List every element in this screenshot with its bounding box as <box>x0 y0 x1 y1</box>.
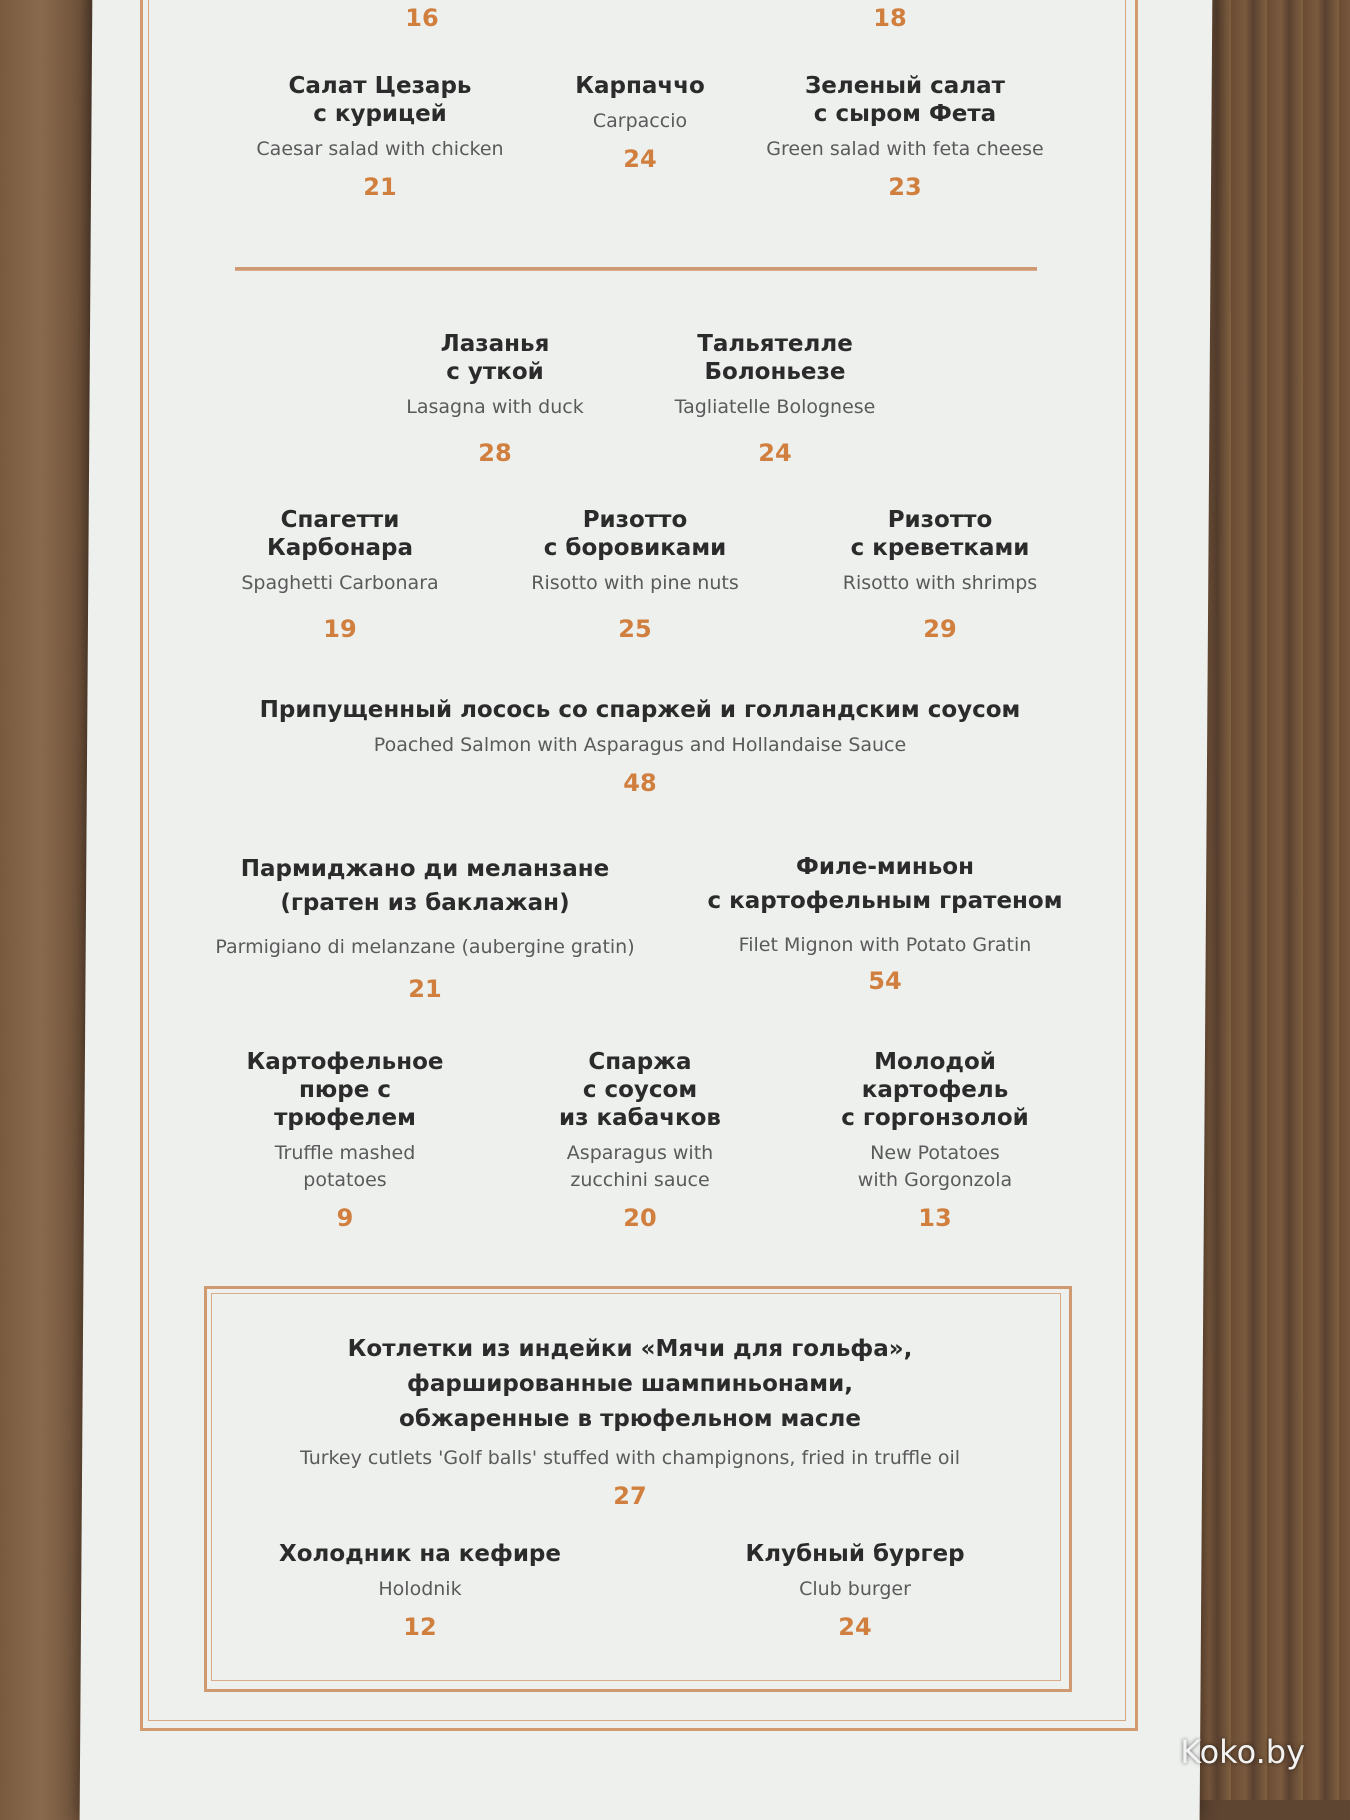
item-price: 25 <box>618 615 652 643</box>
item-name-en: Spaghetti Carbonara <box>241 572 439 594</box>
item-name-ru: Клубный бургер <box>745 1541 965 1567</box>
item-price: 18 <box>873 4 907 32</box>
item-price: 21 <box>363 173 397 201</box>
item-name-en: Lasagna with duck <box>406 396 584 418</box>
item-name-en: Truffle mashed potatoes <box>274 1142 416 1191</box>
item-name-en: Caesar salad with chicken <box>256 138 504 160</box>
item-name-ru: Котлетки из индейки «Мячи для гольфа», фаршированные шампиньонами, обжаренные в трюфельном масле <box>347 1336 913 1432</box>
item-name-ru: Спаржа с соусом из кабачков <box>559 1049 721 1131</box>
item-name-ru: Картофельное пюре с трюфелем <box>246 1049 444 1131</box>
item-name-en: Filet Mignon with Potato Gratin <box>738 934 1032 956</box>
menu-item-top-left <box>362 0 482 32</box>
menu-item-turkey-cutlets <box>230 1332 1030 1510</box>
item-price: 48 <box>623 769 657 797</box>
item-name-ru: Лазанья с уткой <box>440 331 550 385</box>
item-price: 21 <box>408 975 442 1003</box>
item-name-ru: Ризотто с креветками <box>850 507 1030 561</box>
item-price: 24 <box>623 145 657 173</box>
menu-item-new-potatoes <box>810 1048 1060 1232</box>
menu-item-carpaccio <box>540 72 740 173</box>
item-name-ru: Спагетти Карбонара <box>266 507 414 561</box>
item-name-ru: Карпаччо <box>575 73 705 99</box>
item-name-en: Club burger <box>799 1578 911 1600</box>
item-name-en: Poached Salmon with Asparagus and Hollandaise Sauce <box>373 734 907 756</box>
item-name-ru: Холодник на кефире <box>278 1541 561 1567</box>
item-name-ru: Молодой картофель с горгонзолой <box>841 1049 1029 1131</box>
item-name-ru: Тальятелле Болоньезе <box>697 331 853 385</box>
item-name-ru: Припущенный лосось со спаржей и голландским соусом <box>259 697 1021 723</box>
item-name-en: Carpaccio <box>592 110 688 132</box>
menu-item-caesar <box>230 72 530 201</box>
item-price: 16 <box>405 4 439 32</box>
menu-item-risotto-shrimp <box>810 506 1070 643</box>
item-name-en: Risotto with shrimps <box>842 572 1038 594</box>
item-price: 28 <box>478 439 512 467</box>
item-name-ru: Филе-миньон с картофельным гратеном <box>707 854 1063 914</box>
menu-item-holodnik <box>250 1540 590 1641</box>
item-price: 20 <box>623 1204 657 1232</box>
item-name-en: Green salad with feta cheese <box>766 138 1044 160</box>
menu-item-filet-mignon <box>680 850 1090 995</box>
item-name-en: Asparagus with zucchini sauce <box>566 1142 714 1191</box>
menu-item-salmon <box>200 696 1080 797</box>
item-name-ru: Салат Цезарь с курицей <box>288 73 472 127</box>
item-price: 24 <box>838 1613 872 1641</box>
menu-item-top-right <box>830 0 950 32</box>
item-name-en: New Potatoes with Gorgonzola <box>857 1142 1013 1191</box>
menu-item-green-salad <box>745 72 1065 201</box>
item-price: 29 <box>923 615 957 643</box>
item-price: 27 <box>613 1482 647 1510</box>
item-name-ru: Зеленый салат с сыром Фета <box>804 73 1006 127</box>
item-name-ru: Пармиджано ди меланзане (гратен из баклажан) <box>240 856 610 916</box>
menu-item-parmigiano <box>195 852 655 1003</box>
menu-item-risotto-mushroom <box>505 506 765 643</box>
item-price: 54 <box>868 967 902 995</box>
section-divider <box>235 267 1037 271</box>
item-name-en: Risotto with pine nuts <box>531 572 739 594</box>
item-name-en: Tagliatelle Bolognese <box>674 396 876 418</box>
menu-item-club-burger <box>700 1540 1010 1641</box>
menu-item-mashed-potatoes <box>225 1048 465 1232</box>
item-price: 9 <box>336 1204 354 1232</box>
item-price: 24 <box>758 439 792 467</box>
menu-item-asparagus <box>520 1048 760 1232</box>
item-price: 23 <box>888 173 922 201</box>
item-name-ru: Ризотто с боровиками <box>543 507 727 561</box>
item-name-en: Parmigiano di melanzane (aubergine gratin) <box>215 936 635 958</box>
item-name-en: Turkey cutlets 'Golf balls' stuffed with champignons, fried in truffle oil <box>299 1447 961 1469</box>
wood-table-right <box>1195 0 1350 1800</box>
item-price: 19 <box>323 615 357 643</box>
menu-item-lasagna <box>370 330 620 467</box>
menu-item-tagliatelle <box>640 330 910 467</box>
item-price: 12 <box>403 1613 437 1641</box>
item-price: 13 <box>918 1204 952 1232</box>
menu-item-carbonara <box>220 506 460 643</box>
item-name-en: Holodnik <box>378 1578 462 1600</box>
watermark: Koko.by <box>1180 1733 1305 1771</box>
